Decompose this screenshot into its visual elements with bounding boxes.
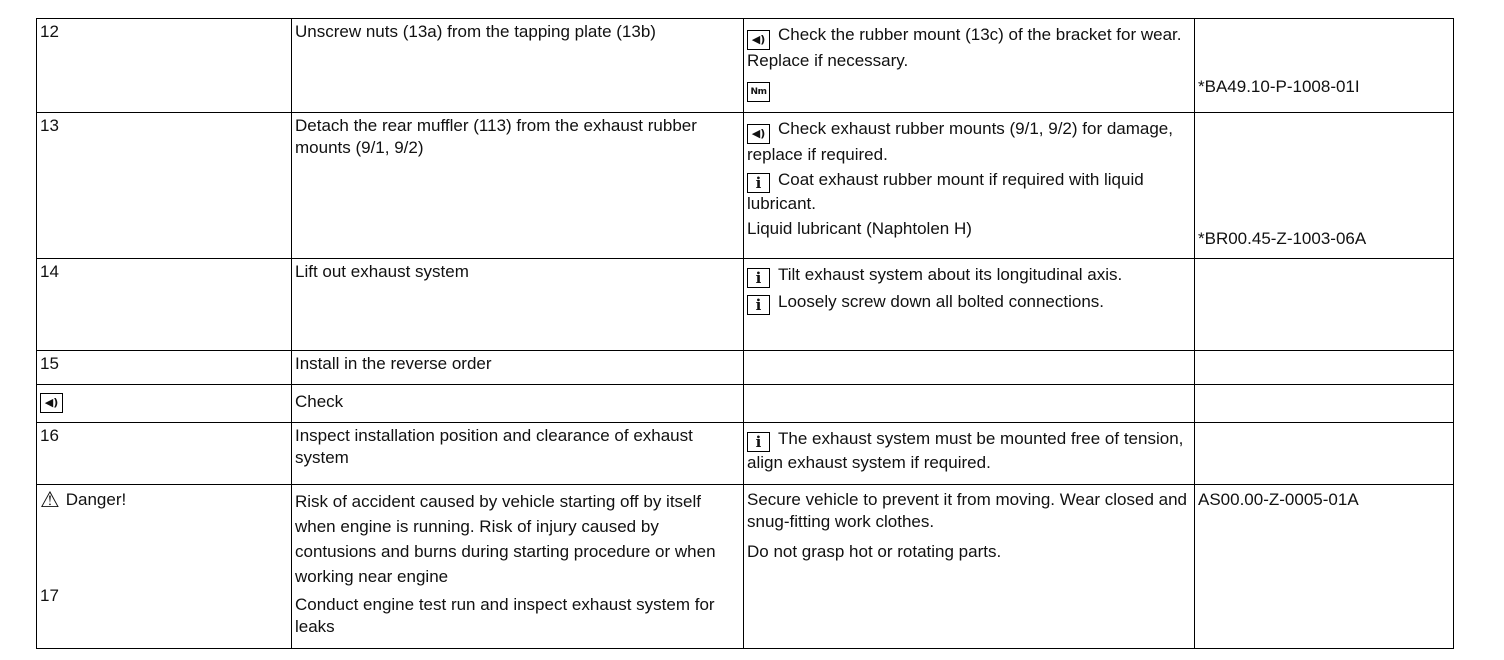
table-row bbox=[37, 259, 1454, 351]
step-number-cell bbox=[37, 19, 292, 113]
note-text: Tilt exhaust system about its longitudinal axis. bbox=[778, 265, 1123, 284]
info-icon: i bbox=[747, 268, 770, 288]
note-text: Check the rubber mount (13c) of the bracket for wear. Replace if necessary. bbox=[747, 25, 1182, 70]
torque-nm-icon: Nm bbox=[747, 82, 770, 102]
table-row bbox=[37, 423, 1454, 485]
reference-cell bbox=[1195, 385, 1454, 423]
info-icon: i bbox=[747, 173, 770, 193]
action-text: Install in the reverse order bbox=[295, 354, 492, 373]
notes-cell bbox=[744, 385, 1195, 423]
notes-cell bbox=[744, 485, 1195, 649]
action-text: Conduct engine test run and inspect exhaust system for leaks bbox=[295, 595, 715, 636]
step-number: 13 bbox=[40, 116, 59, 135]
reference-cell bbox=[1195, 351, 1454, 385]
step-number: 17 bbox=[40, 586, 59, 605]
notes-cell bbox=[744, 113, 1195, 259]
note bbox=[747, 75, 1191, 102]
info-icon: i bbox=[747, 432, 770, 452]
table-row bbox=[37, 19, 1454, 113]
table-row bbox=[37, 351, 1454, 385]
danger-text: Danger! bbox=[65, 490, 127, 509]
action-text: Unscrew nuts (13a) from the tapping plate (13b) bbox=[295, 22, 656, 41]
note bbox=[747, 118, 1191, 166]
notes-cell bbox=[744, 19, 1195, 113]
action-cell bbox=[292, 259, 744, 351]
reference-cell bbox=[1195, 19, 1454, 113]
note bbox=[747, 489, 1191, 533]
check-icon: ◀) bbox=[40, 393, 63, 413]
note-text: Coat exhaust rubber mount if required with liquid lubricant. bbox=[747, 170, 1144, 213]
notes-cell bbox=[744, 351, 1195, 385]
note-text: Do not grasp hot or rotating parts. bbox=[747, 542, 1002, 561]
note bbox=[747, 291, 1191, 315]
note bbox=[747, 541, 1191, 563]
action-text: Inspect installation position and clearance of exhaust system bbox=[295, 426, 693, 467]
step-number: 15 bbox=[40, 354, 59, 373]
reference-cell bbox=[1195, 113, 1454, 259]
step-number: 14 bbox=[40, 262, 59, 281]
action-cell bbox=[292, 19, 744, 113]
notes-cell bbox=[744, 259, 1195, 351]
reference-cell bbox=[1195, 423, 1454, 485]
note-text: Secure vehicle to prevent it from moving. Wear closed and snug-fitting work clothes. bbox=[747, 490, 1188, 531]
lubricant-text: Liquid lubricant (Naphtolen H) bbox=[747, 219, 972, 238]
step-number-cell bbox=[37, 351, 292, 385]
action-cell bbox=[292, 485, 744, 649]
note-text: The exhaust system must be mounted free of tension, align exhaust system if required. bbox=[747, 429, 1184, 472]
action-text: Check bbox=[295, 392, 344, 411]
document-reference: *BA49.10-P-1008-01I bbox=[1198, 77, 1360, 96]
action-cell bbox=[292, 351, 744, 385]
note bbox=[747, 428, 1191, 474]
check-icon: ◀) bbox=[747, 124, 770, 144]
note-text: Loosely screw down all bolted connections. bbox=[778, 292, 1105, 311]
reference-cell bbox=[1195, 259, 1454, 351]
warning-triangle-icon: ⚠ bbox=[40, 488, 60, 513]
note bbox=[747, 169, 1191, 215]
step-number-cell bbox=[37, 485, 292, 649]
document-reference: AS00.00-Z-0005-01A bbox=[1198, 490, 1359, 509]
action-cell bbox=[292, 113, 744, 259]
step-number-cell bbox=[37, 259, 292, 351]
step-icon-cell bbox=[37, 385, 292, 423]
action-cell bbox=[292, 385, 744, 423]
document-reference: *BR00.45-Z-1003-06A bbox=[1198, 229, 1367, 248]
notes-cell bbox=[744, 423, 1195, 485]
note bbox=[747, 24, 1191, 72]
check-icon: ◀) bbox=[747, 30, 770, 50]
table-row bbox=[37, 113, 1454, 259]
table-row bbox=[37, 485, 1454, 649]
action-cell bbox=[292, 423, 744, 485]
note bbox=[747, 218, 1191, 240]
table-row bbox=[37, 385, 1454, 423]
note-text: Check exhaust rubber mounts (9/1, 9/2) for damage, replace if required. bbox=[747, 119, 1173, 164]
info-icon: i bbox=[747, 295, 770, 315]
danger-label bbox=[40, 488, 127, 513]
action-text: Detach the rear muffler (113) from the exhaust rubber mounts (9/1, 9/2) bbox=[295, 116, 697, 157]
step-number: 12 bbox=[40, 22, 59, 41]
step-number: 16 bbox=[40, 426, 59, 445]
note bbox=[747, 264, 1191, 288]
step-number-cell bbox=[37, 113, 292, 259]
reference-cell bbox=[1195, 485, 1454, 649]
action-text: Lift out exhaust system bbox=[295, 262, 469, 281]
danger-description: Risk of accident caused by vehicle starting off by itself when engine is running. Risk of injury caused by contusions and burns during starting procedure or when working near engine bbox=[295, 492, 716, 586]
step-number-cell bbox=[37, 423, 292, 485]
procedure-table bbox=[36, 18, 1454, 649]
